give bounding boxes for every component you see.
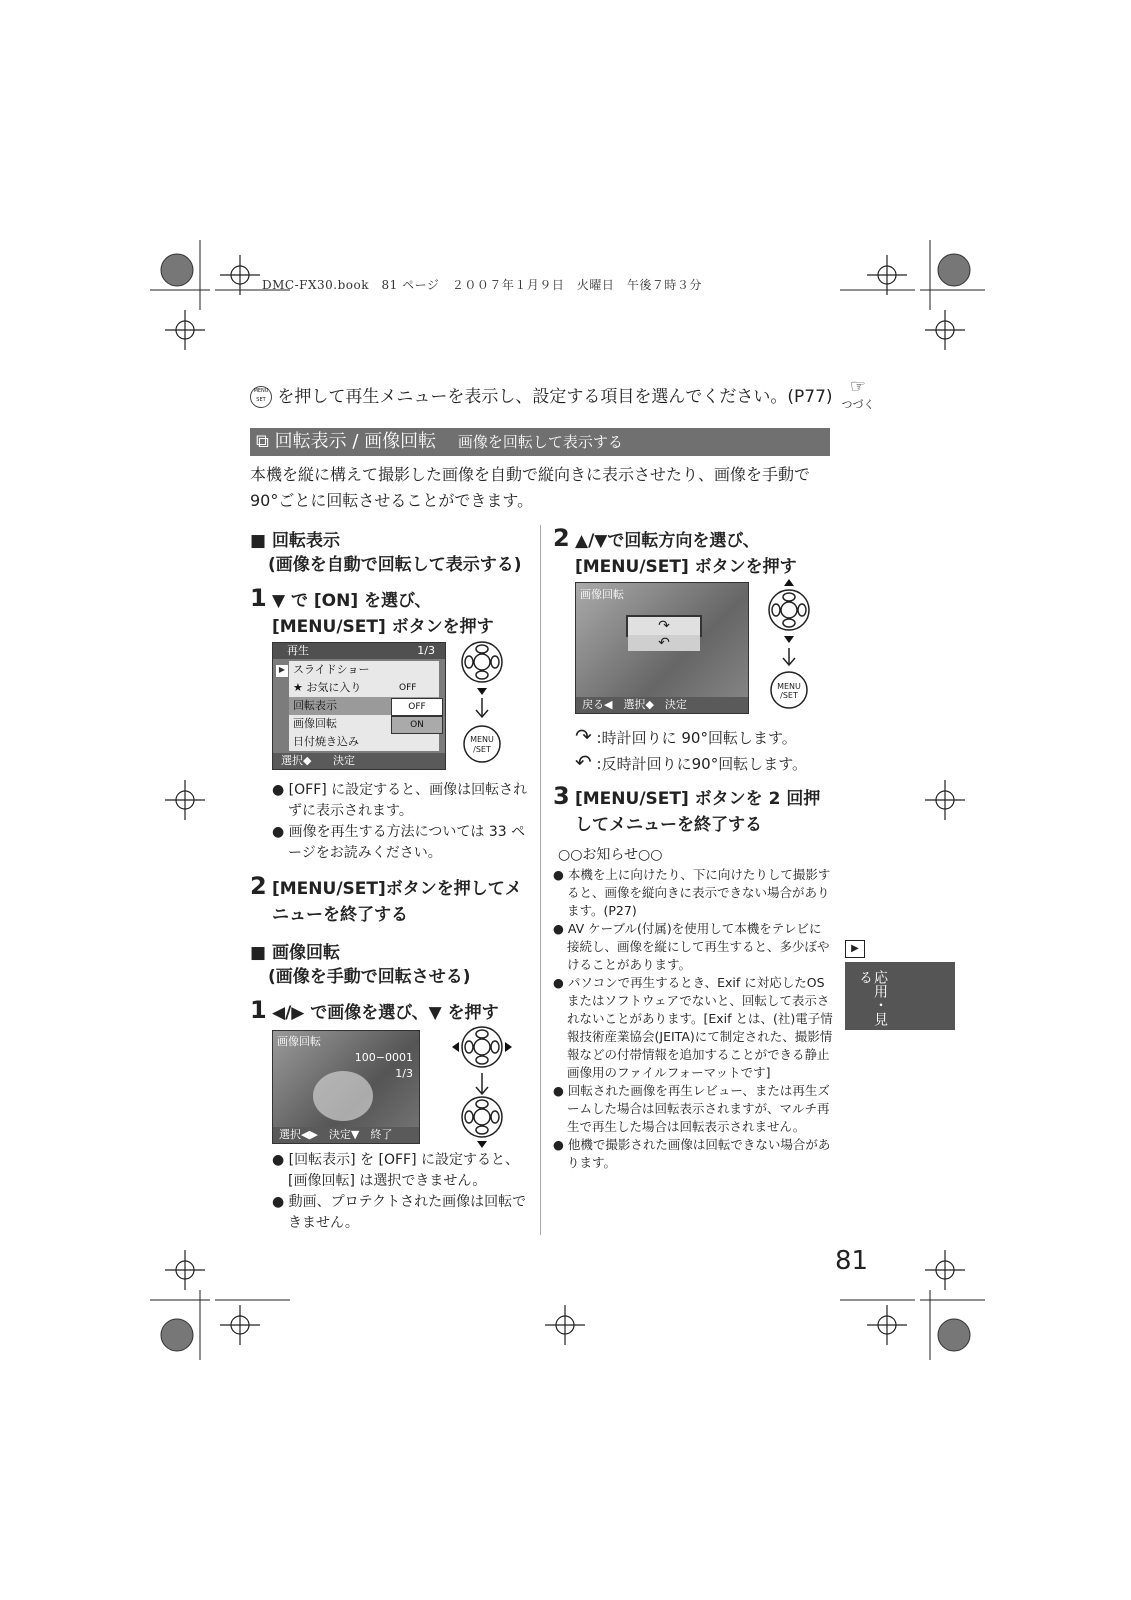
continue-marker xyxy=(838,378,878,412)
step-number: 1 xyxy=(250,996,267,1024)
playback-icon: ▶ xyxy=(845,940,865,958)
camera-menu-screen xyxy=(272,642,446,770)
step-number: 2 xyxy=(250,872,267,900)
notice-label: ○○お知らせ○○ xyxy=(558,847,663,863)
playback-mode-icon: ▶ xyxy=(276,665,288,677)
option-on[interactable]: ON xyxy=(391,716,443,734)
svg-text:MENU: MENU xyxy=(470,735,494,744)
menu-set-icon: MENU SET xyxy=(250,386,272,408)
continue-label: つづく xyxy=(841,398,875,411)
side-tab xyxy=(845,962,955,1030)
camera-rotate-screen xyxy=(575,582,749,714)
footer-select: 選択◆ xyxy=(281,754,312,767)
notes-list xyxy=(553,866,833,1172)
rotate-ccw-option[interactable]: ↶ xyxy=(628,635,700,651)
section-header xyxy=(250,428,830,456)
heading-rotate-display-sub: (画像を自動で回転して表示する) xyxy=(268,555,522,575)
intro-text: を押して再生メニューを表示し、設定する項目を選んでください。(P77) xyxy=(277,387,833,407)
bullet-list-2 xyxy=(272,1150,530,1234)
image-count: 1/3 xyxy=(395,1067,413,1080)
file-number: 100−0001 xyxy=(354,1051,413,1064)
footer-ok: 決定 xyxy=(332,754,355,767)
heading-rotate-display: ■ 回転表示 xyxy=(250,531,340,551)
rotate-cw-text: :時計回りに 90°回転します。 xyxy=(596,729,797,747)
step-number: 1 xyxy=(250,584,267,612)
note-item: ● パソコンで再生するとき、Exif に対応したOS またはソフトウェアでないと、回転して表示されないことがあります。[Exif とは、(社)電子情報技術産業協会(JEITA)にて制定された、撮影情報などの付帯情報を追加することができる静止画像用のファイルフォーマットです] xyxy=(553,975,833,1080)
rotate-display-icon: ⧉ xyxy=(256,431,269,452)
menu-item-rotate-image[interactable] xyxy=(289,715,439,733)
bullet-item: ● [回転表示] を [OFF] に設定すると、[画像回転] は選択できません。 xyxy=(272,1152,519,1189)
intro-line xyxy=(250,382,850,408)
rotation-legend xyxy=(575,724,807,776)
camera-image-screen xyxy=(272,1030,420,1144)
cursor-pad-diagram xyxy=(458,640,508,770)
step-text: ▲/▼で回転方向を選び、[MENU/SET] ボタンを押す xyxy=(575,531,797,577)
section-subtitle: 画像を回転して表示する xyxy=(457,433,623,451)
heading-rotate-image: ■ 画像回転 xyxy=(250,943,340,963)
clockwise-arrow-icon: ↷ xyxy=(575,724,592,748)
rotate-cw-legend xyxy=(575,724,807,750)
bullet-item: ● 画像を再生する方法については 33 ページをお読みください。 xyxy=(272,824,526,861)
step-text: ▼ で [ON] を選び、[MENU/SET] ボタンを押す xyxy=(272,591,494,637)
menu-page: 1/3 xyxy=(417,644,435,657)
rotate-ccw-legend xyxy=(575,750,807,776)
bullet-item: ● 動画、プロテクトされた画像は回転できません。 xyxy=(272,1194,527,1231)
step-text: [MENU/SET] ボタンを 2 回押してメニューを終了する xyxy=(575,789,821,835)
hand-pointer-icon: ☞ xyxy=(849,376,867,397)
heading-rotate-image-sub: (画像を手動で回転させる) xyxy=(268,967,471,987)
cursor-pad-diagram-2 xyxy=(448,1025,528,1150)
bullet-item: ● [OFF] に設定すると、画像は回転されずに表示されます。 xyxy=(272,782,528,819)
menu-value: OFF xyxy=(399,683,417,693)
rotate-cw-option[interactable]: ↷ xyxy=(626,615,702,637)
menu-item-favorites[interactable] xyxy=(289,679,439,697)
menu-item-label: 画像回転 xyxy=(293,717,337,730)
step-number: 3 xyxy=(553,782,570,810)
note-item: ● 他機で撮影された画像は回転できない場合があります。 xyxy=(553,1137,831,1170)
column-divider xyxy=(540,525,541,1235)
note-item: ● AV ケーブル(付属)を使用して本機をテレビに接続し、画像を縦にして再生すると、多少ぼやけることがあります。 xyxy=(553,921,830,972)
option-off[interactable]: OFF xyxy=(391,698,443,716)
note-item: ● 本機を上に向けたり、下に向けたりして撮影すると、画像を縦向きに表示できない場合があります。(P27) xyxy=(553,867,831,918)
menu-item-label: ★ お気に入り xyxy=(293,681,362,694)
menu-item-label: 回転表示 xyxy=(293,699,337,712)
rotate-ccw-text: :反時計回りに90°回転します。 xyxy=(596,755,807,773)
counterclockwise-arrow-icon: ↶ xyxy=(575,750,592,774)
screen-footer: 戻る◀ 選択◆ 決定 xyxy=(576,697,748,713)
description: 本機を縦に構えて撮影した画像を自動で縦向きに表示させたり、画像を手動で90°ごとに回転させることができます。 xyxy=(250,465,811,510)
bullet-list-1 xyxy=(272,780,530,864)
page-number: 81 xyxy=(835,1246,869,1276)
printer-info-line: DMC-FX30.book 81 ページ ２００７年１月９日 火曜日 午後７時３分 xyxy=(262,278,702,292)
screen-title: 画像回転 xyxy=(580,588,624,601)
step-text: ◀/▶ で画像を選び、▼ を押す xyxy=(272,1003,499,1023)
menu-set-button-label: MENU /SET xyxy=(777,682,801,700)
side-tab-text: 応用・見る xyxy=(857,970,888,1026)
menu-item-rotate-display[interactable] xyxy=(289,697,439,715)
note-item: ● 回転された画像を再生レビュー、または再生ズームした場合は回転表示されますが、マルチ再生で再生した場合は回転表示されません。 xyxy=(553,1083,830,1134)
menu-title: 再生 xyxy=(287,644,309,657)
screen-footer: 選択◀▶ 決定▼ 終了 xyxy=(273,1127,419,1143)
menu-item-date-stamp[interactable]: 日付焼き込み xyxy=(293,735,359,748)
menu-item-slideshow[interactable]: スライドショー xyxy=(293,663,370,676)
screen-title: 画像回転 xyxy=(277,1035,321,1048)
koala-photo xyxy=(313,1071,373,1121)
section-title: 回転表示 / 画像回転 xyxy=(274,431,437,452)
step-number: 2 xyxy=(553,524,570,552)
svg-text:/SET: /SET xyxy=(473,745,491,754)
step-text: [MENU/SET]ボタンを押してメニューを終了する xyxy=(272,879,522,925)
